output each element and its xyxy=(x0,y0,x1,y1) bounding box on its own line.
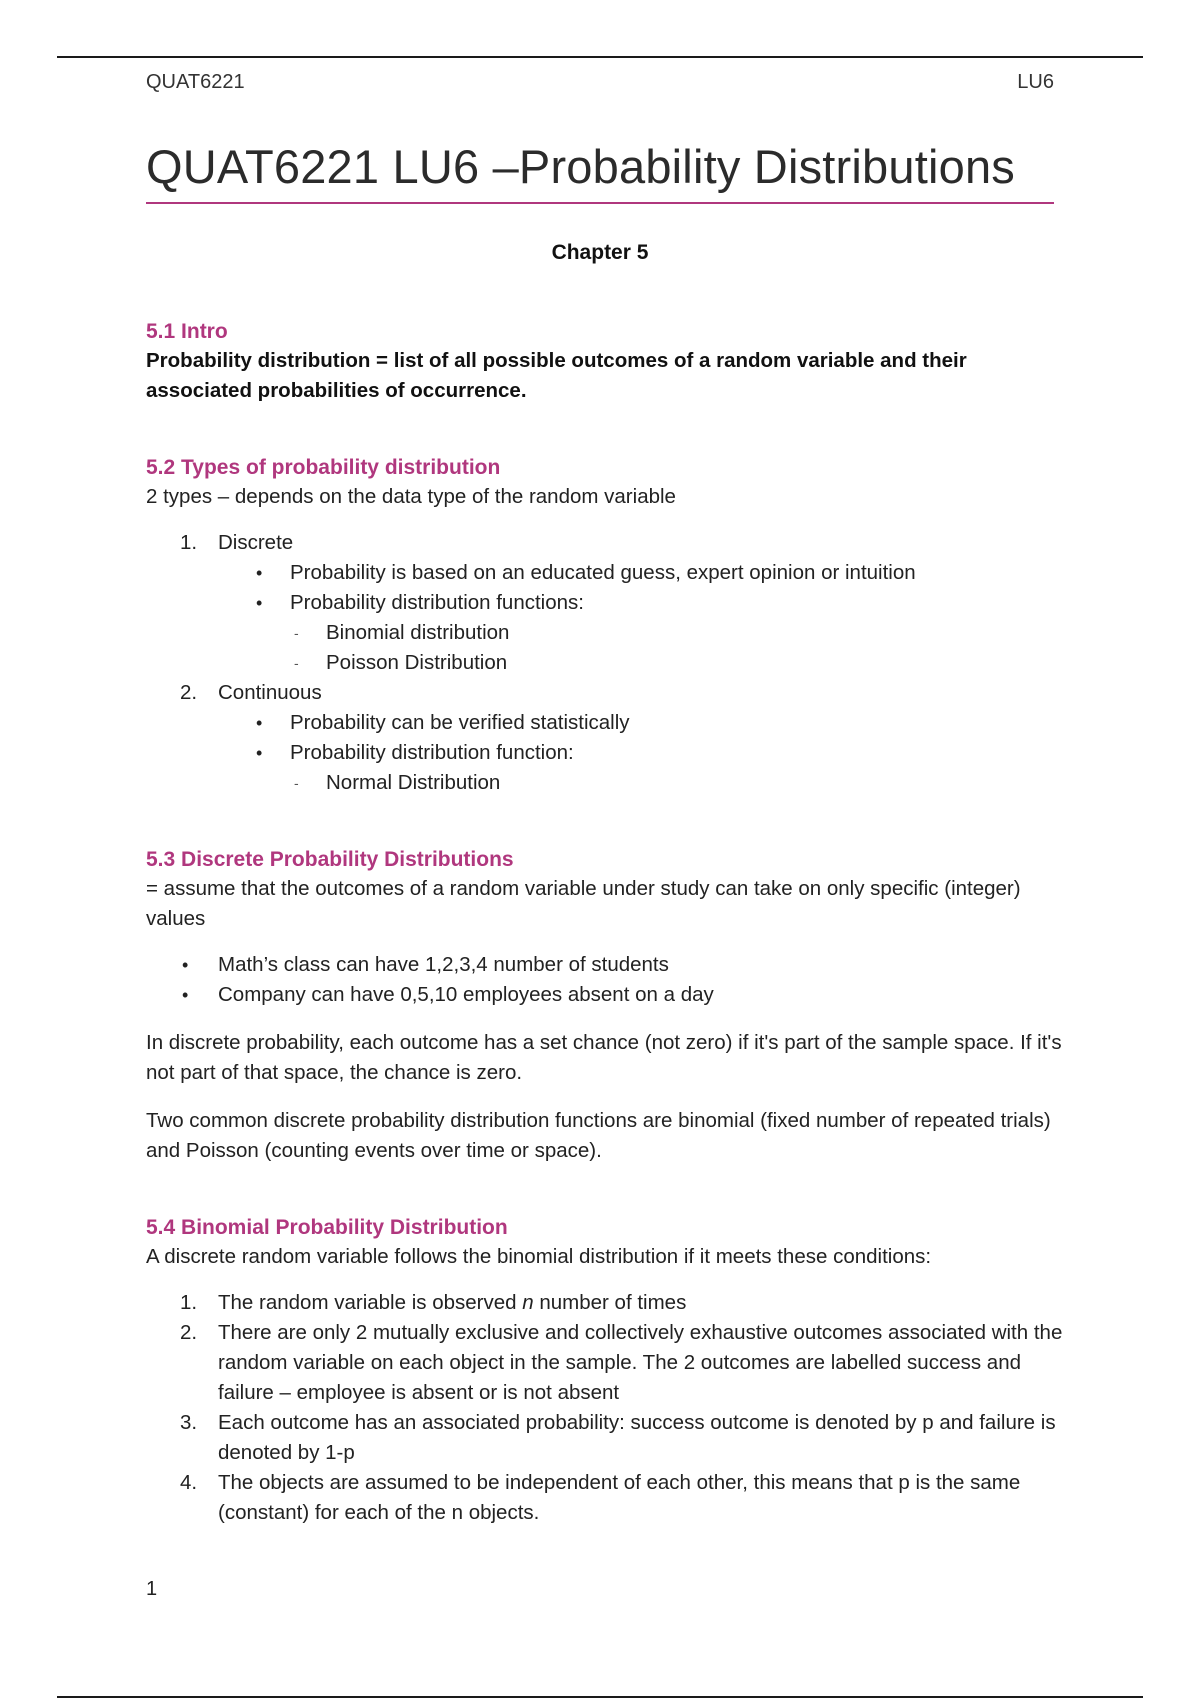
page-number: 1 xyxy=(146,1578,158,1600)
bullet-icon: • xyxy=(256,593,263,613)
discrete-paragraph-2: Two common discrete probability distribution functions are binomial (fixed number of repeated trials) and Poisson (counting events over time or space). xyxy=(146,1109,1051,1162)
list-item xyxy=(290,618,1066,648)
list-item-continuous xyxy=(146,678,1066,798)
continuous-functions xyxy=(290,768,1066,798)
binomial-lead: A discrete random variable follows the binomial distribution if it meets these conditions: xyxy=(146,1245,932,1268)
list-item xyxy=(146,1408,1066,1468)
list-item xyxy=(218,708,1066,738)
list-marker: 4. xyxy=(180,1471,198,1494)
intro-definition-line-1: Probability distribution = list of all possible outcomes of a random variable and their xyxy=(146,349,967,372)
section-heading-intro: 5.1 Intro xyxy=(146,320,228,343)
example-text: Company can have 0,5,10 employees absent on a day xyxy=(218,983,714,1006)
condition-text: There are only 2 mutually exclusive and collectively exhaustive outcomes associated with the random variable on each object in the sample. The 2 outcomes are labelled success and failure – employee is absent or is not absent xyxy=(218,1321,1063,1404)
condition-text: Each outcome has an associated probability: success outcome is denoted by p and failure is denoted by 1-p xyxy=(218,1411,1056,1464)
list-item xyxy=(218,738,1066,798)
function-name: Poisson Distribution xyxy=(326,651,508,674)
intro-definition-line-2: associated probabilities of occurrence. xyxy=(146,379,527,402)
discrete-definition: = assume that the outcomes of a random variable under study can take on only specific (integer) values xyxy=(146,877,1021,930)
discrete-points xyxy=(218,558,1066,678)
header-course-code: QUAT6221 xyxy=(146,71,245,93)
condition-text-part: The random variable is observed xyxy=(218,1291,523,1314)
list-item xyxy=(146,1288,1066,1318)
condition-text xyxy=(218,1291,686,1314)
section-heading-types: 5.2 Types of probability distribution xyxy=(146,456,501,479)
dash-icon: - xyxy=(294,775,299,791)
dash-icon: - xyxy=(294,625,299,641)
list-item xyxy=(290,768,1066,798)
list-marker: 2. xyxy=(180,681,198,704)
document-title: QUAT6221 LU6 –Probability Distributions xyxy=(146,140,1054,204)
function-name: Normal Distribution xyxy=(326,771,501,794)
list-item xyxy=(218,558,1066,588)
list-item xyxy=(146,1468,1066,1528)
discrete-point-text: Probability is based on an educated guess, expert opinion or intuition xyxy=(290,561,916,584)
running-header xyxy=(146,71,1054,94)
section-heading-discrete: 5.3 Discrete Probability Distributions xyxy=(146,848,514,871)
list-item xyxy=(146,1318,1066,1408)
intro-definition xyxy=(146,346,1066,406)
example-text: Math’s class can have 1,2,3,4 number of students xyxy=(218,953,669,976)
document-body xyxy=(146,318,1066,1528)
header-unit: LU6 xyxy=(1017,71,1054,93)
bullet-icon: • xyxy=(182,985,189,1005)
bullet-icon: • xyxy=(256,743,263,763)
discrete-examples xyxy=(146,950,1066,1010)
top-rule xyxy=(57,56,1143,58)
discrete-functions xyxy=(290,618,1066,678)
bullet-icon: • xyxy=(256,563,263,583)
list-marker: 2. xyxy=(180,1321,198,1344)
list-item xyxy=(290,648,1066,678)
condition-text-part: number of times xyxy=(533,1291,687,1314)
variable-n: n xyxy=(522,1291,534,1314)
bottom-rule xyxy=(57,1696,1143,1698)
list-marker: 1. xyxy=(180,531,198,554)
continuous-point-text: Probability can be verified statistically xyxy=(290,711,630,734)
discrete-label: Discrete xyxy=(218,531,294,554)
continuous-points xyxy=(218,708,1066,798)
continuous-label: Continuous xyxy=(218,681,322,704)
chapter-label: Chapter 5 xyxy=(551,241,649,264)
list-marker: 3. xyxy=(180,1411,198,1434)
list-item xyxy=(218,588,1066,678)
list-marker: 1. xyxy=(180,1291,198,1314)
dash-icon: - xyxy=(294,655,299,671)
list-item-discrete xyxy=(146,528,1066,678)
discrete-point-text: Probability distribution functions: xyxy=(290,591,584,614)
types-lead: 2 types – depends on the data type of the random variable xyxy=(146,485,676,508)
list-item xyxy=(146,980,1066,1010)
list-item xyxy=(146,950,1066,980)
section-heading-binomial: 5.4 Binomial Probability Distribution xyxy=(146,1216,508,1239)
continuous-point-text: Probability distribution function: xyxy=(290,741,574,764)
bullet-icon: • xyxy=(182,955,189,975)
types-list xyxy=(146,528,1066,798)
discrete-paragraph-1: In discrete probability, each outcome has a set chance (not zero) if it's part of the sample space. If it's not part of that space, the chance is zero. xyxy=(146,1031,1062,1084)
function-name: Binomial distribution xyxy=(326,621,510,644)
binomial-conditions xyxy=(146,1288,1066,1528)
condition-text: The objects are assumed to be independent of each other, this means that p is the same (constant) for each of the n objects. xyxy=(218,1471,1021,1524)
bullet-icon: • xyxy=(256,713,263,733)
